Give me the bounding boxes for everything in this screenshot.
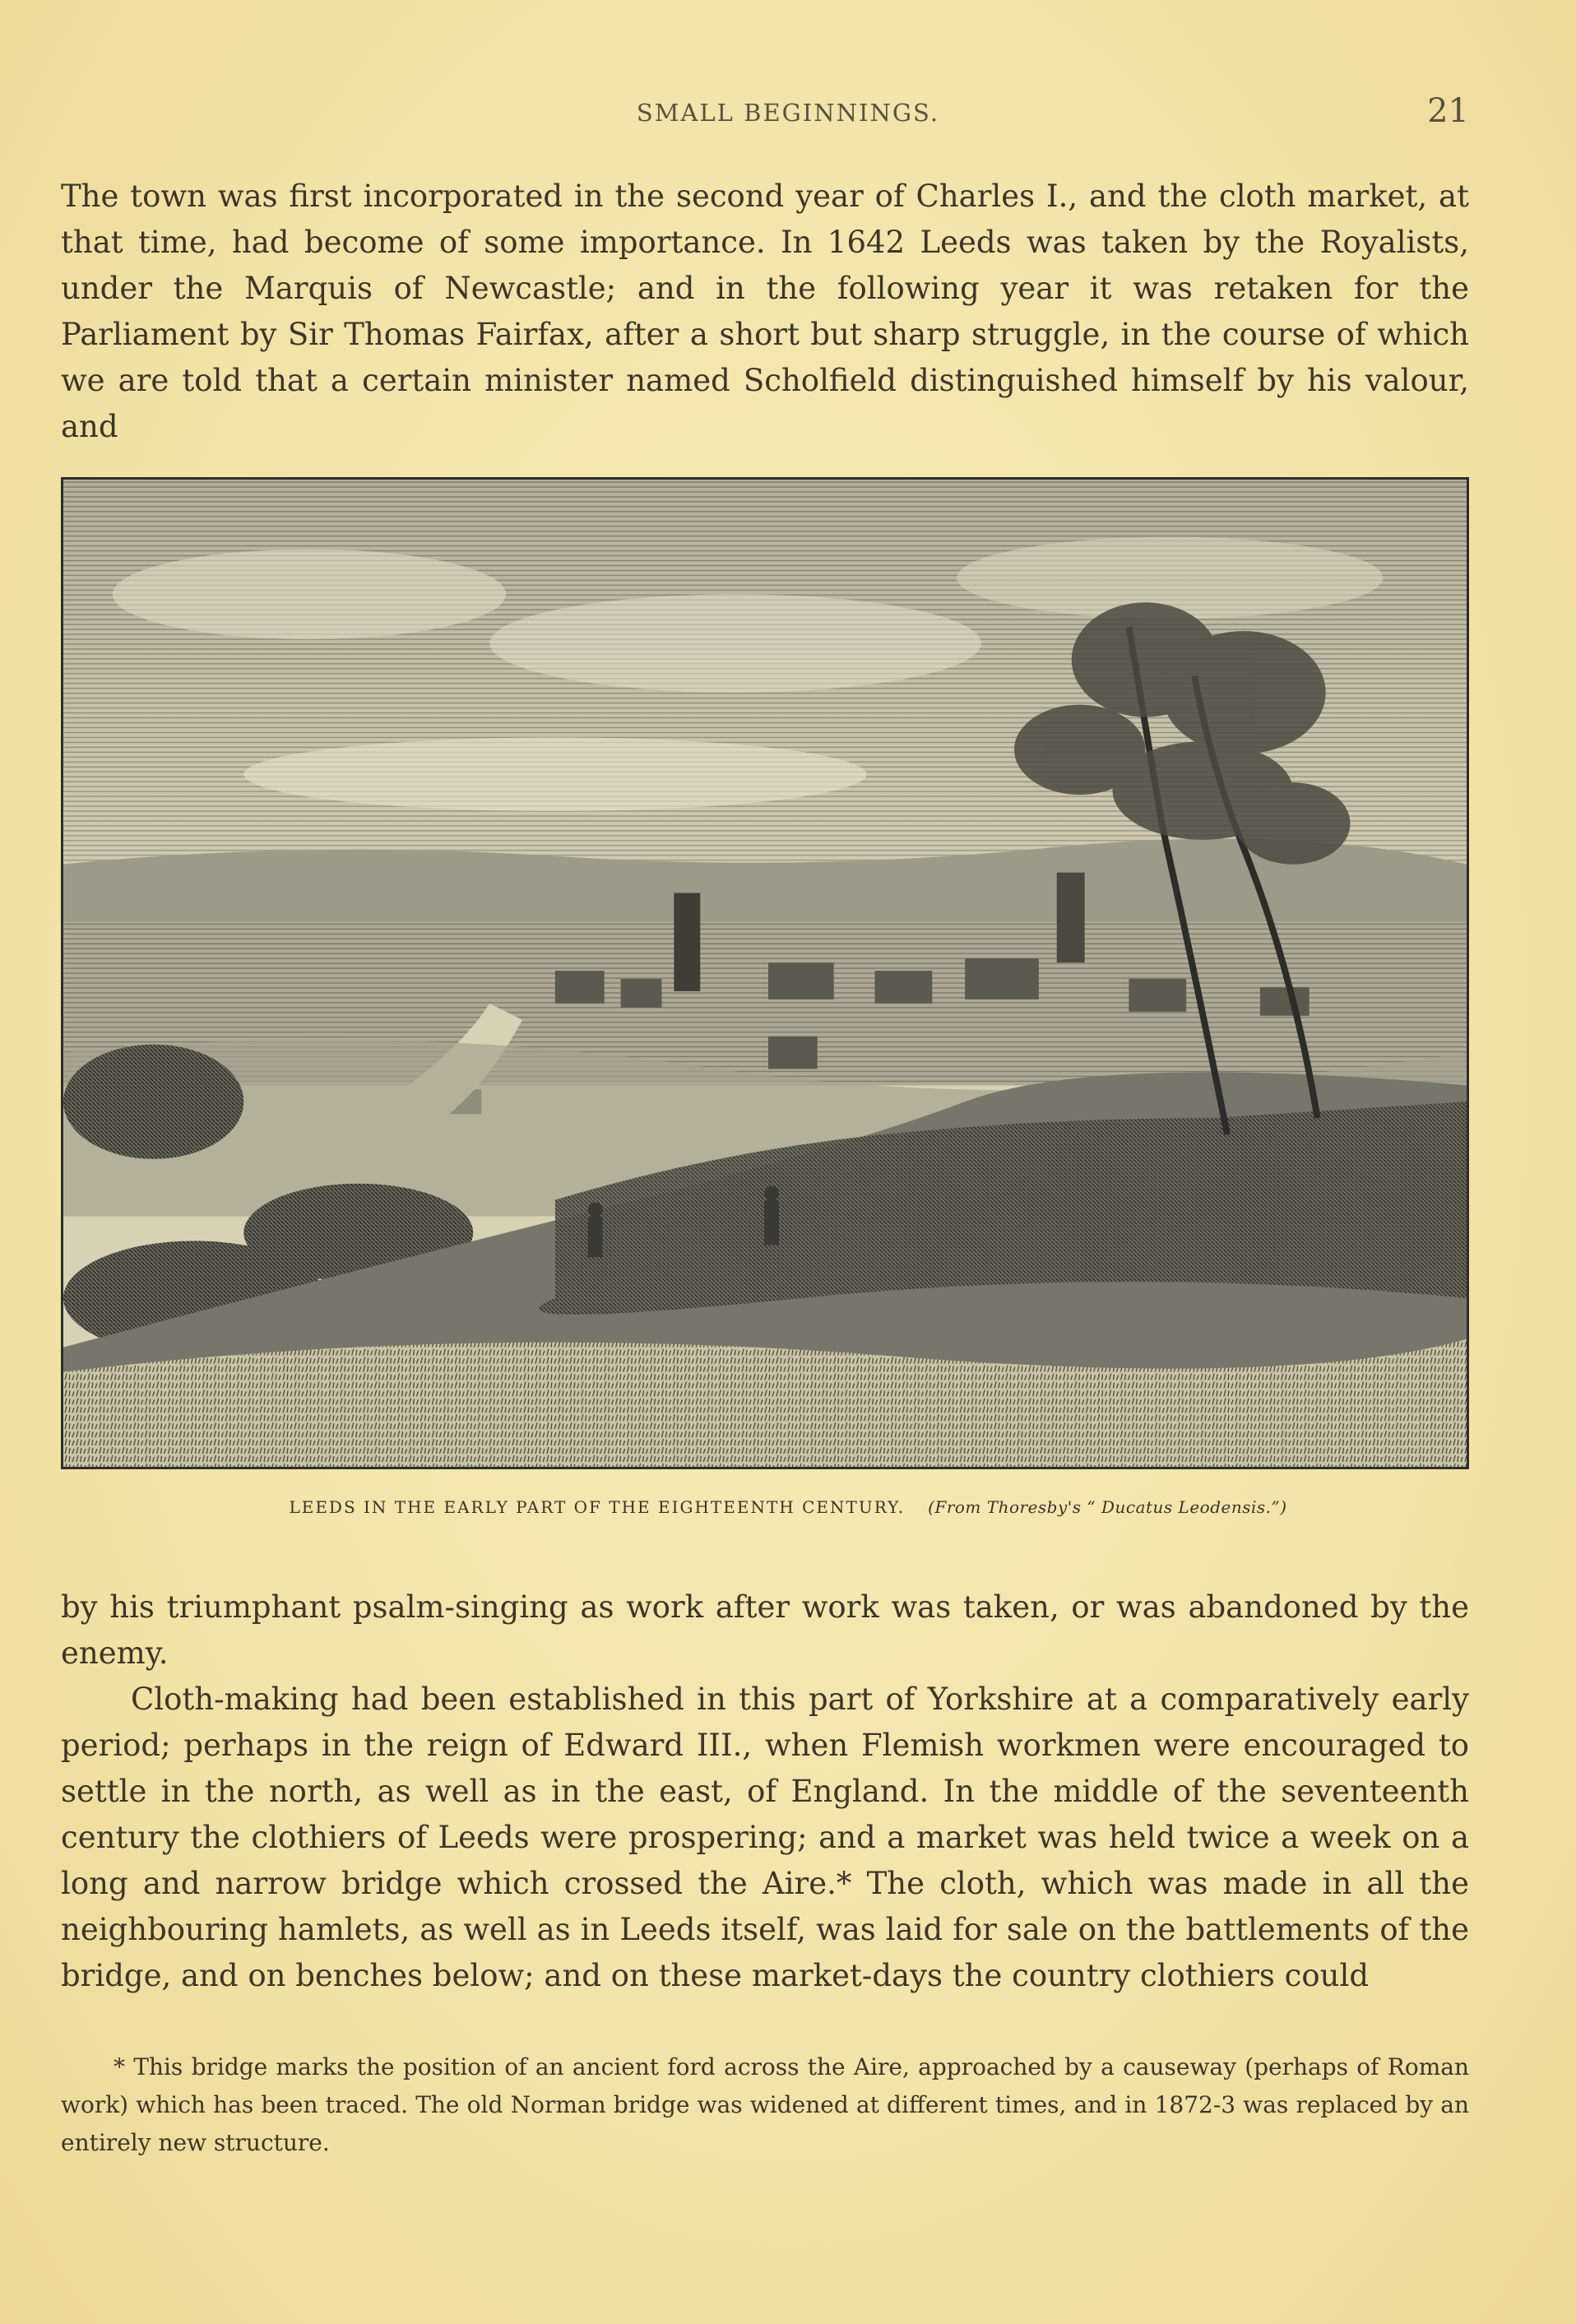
caption-title: LEEDS IN THE EARLY PART OF THE EIGHTEENTH CENTURY. — [289, 1497, 906, 1517]
caption-source: (From Thoresby's “ Ducatus Leodensis.”) — [928, 1497, 1287, 1517]
engraving-image — [63, 480, 1467, 1467]
paragraph-bottom — [61, 1584, 1469, 1999]
engraving-illustration — [61, 477, 1469, 1469]
footnote: * This bridge marks the position of an ancient ford across the Aire, approached by a causeway (perhaps of Roman work) which has been traced. The old Norman bridge was widened at different times, and in 1872-3 was replaced by an entirely new structure. — [61, 2053, 1469, 2156]
paragraph-top — [61, 174, 1469, 450]
running-head — [0, 92, 1576, 141]
figure-caption — [0, 1497, 1576, 1517]
page-number: 21 — [1427, 92, 1469, 130]
paragraph-top-text: The town was first incorporated in the second year of Charles I., and the cloth market, at that time, had become of some importance. In 1642 Leeds was taken by the Royalists, under the Marquis of Newcastle; and in the following year it was retaken for the Parliament by Sir Thomas Fairfax, after a short but sharp struggle, in the course of which we are told that a certain minister named Scholfield distinguished himself by his valour, and — [61, 179, 1469, 444]
running-title: SMALL BEGINNINGS. — [636, 99, 940, 127]
paragraph-continued-text: by his triumphant psalm-singing as work after work was taken, or was abandoned by the enemy. — [61, 1589, 1469, 1671]
paragraph-cloth-text: Cloth-making had been established in this part of Yorkshire at a comparatively early period; perhaps in the reign of Edward III., when Flemish workmen were encouraged to settle in the north, as well as in the east, of England. In the middle of the seventeenth century the clothiers of Leeds were prospering; and a market was held twice a week on a long and narrow bridge which crossed the Aire.* The cloth, which was made in all the neighbouring hamlets, as well as in Leeds itself, was laid for sale on the battlements of the bridge, and on benches below; and on these market-days the country clothiers could — [61, 1682, 1469, 1993]
